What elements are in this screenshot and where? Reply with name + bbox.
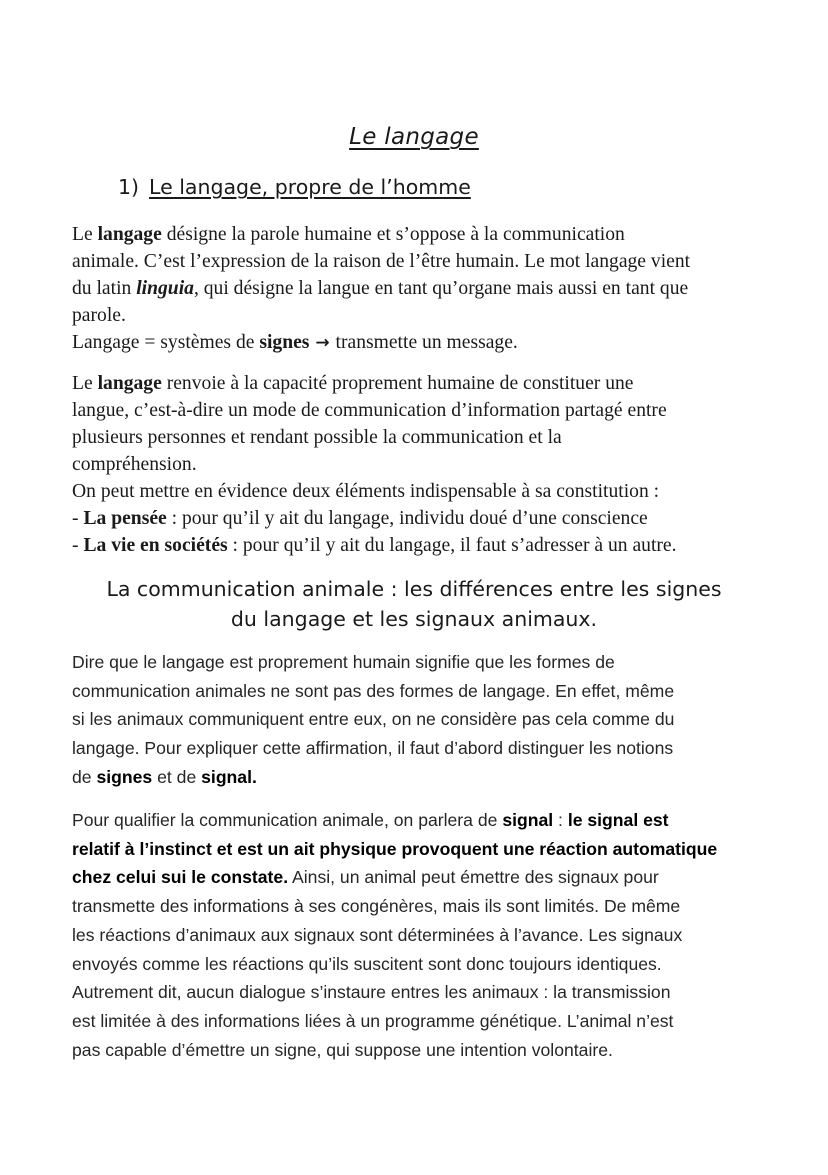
- bold-term-langage: langage: [97, 224, 162, 245]
- text-run: , qui désigne la langue en tant qu’organe mais aussi en tant que: [193, 278, 689, 299]
- text-line: parole.: [72, 305, 126, 326]
- text-run: transmette un message.: [335, 332, 518, 353]
- bold-definition-start: le signal est: [567, 810, 669, 830]
- text-line: transmette des informations à ses congénères, mais ils sont limités. De même: [72, 896, 681, 917]
- section-heading-text: Le langage, propre de l’homme: [149, 175, 471, 199]
- text-line: est limitée à des informations liées à un programme génétique. L’animal n’est: [72, 1010, 674, 1031]
- text-line: les réactions d’animaux aux signaux sont déterminées à l’avance. Les signaux: [72, 924, 683, 945]
- subheading-line: La communication animale : les différences entre les signes: [106, 577, 722, 601]
- text-line: [72, 763, 772, 792]
- list-dash: -: [72, 535, 84, 556]
- text-run: Langage = systèmes de: [72, 332, 260, 353]
- text-run: Ainsi, un animal peut émettre des signaux pour: [288, 867, 659, 888]
- text-run: : pour qu’il y ait du langage, individu doué d’une conscience: [166, 508, 648, 529]
- text-line: communication animales ne sont pas des formes de langage. En effet, même: [72, 680, 675, 701]
- text-line: [72, 835, 772, 864]
- bold-term-signes: signes: [96, 766, 153, 787]
- text-run: Pour qualifier la communication animale, on parlera de: [72, 810, 503, 830]
- text-line: [72, 275, 772, 302]
- text-line: si les animaux communiquent entre eux, on ne considère pas cela comme du: [72, 709, 675, 730]
- text-run: et de: [152, 766, 202, 787]
- text-line: Dire que le langage est proprement humain signifie que les formes de: [72, 652, 615, 672]
- text-line: envoyés comme les réactions qu’ils suscitent sont donc toujours identiques.: [72, 953, 662, 974]
- text-run: désigne la parole humaine et s’oppose à la communication: [161, 224, 625, 245]
- bold-definition: relatif à l’instinct et est un ait physique provoquent une réaction automatique: [72, 838, 718, 859]
- list-item-vie-en-societes: [72, 532, 772, 559]
- subheading-animal-communication: [60, 574, 768, 634]
- bold-term-langage: langage: [97, 373, 162, 394]
- paragraph-definition: [72, 221, 772, 357]
- text-line: On peut mettre en évidence deux éléments indispensable à sa constitution :: [72, 481, 660, 502]
- document-title-text: Le langage: [349, 124, 479, 150]
- bold-term-vie-en-societes: La vie en sociétés: [83, 535, 228, 556]
- bold-italic-term-linguia: linguia: [136, 278, 194, 299]
- text-run: renvoie à la capacité proprement humaine de constituer une: [161, 373, 634, 394]
- text-line: langue, c’est-à-dire un mode de communication d’information partagé entre: [72, 400, 667, 421]
- bold-definition-end: chez celui sui le constate.: [72, 867, 289, 888]
- list-item-pensee: [72, 505, 772, 532]
- subheading-line: du langage et les signaux animaux.: [230, 607, 598, 631]
- text-line: [72, 370, 772, 397]
- paragraph-human-language: [72, 648, 772, 792]
- right-arrow-icon: →: [309, 333, 336, 353]
- list-dash: -: [72, 508, 84, 529]
- bold-term-signes: signes: [259, 332, 310, 353]
- section-heading-1: [118, 175, 471, 199]
- text-run: Le: [72, 373, 98, 394]
- text-line: compréhension.: [72, 454, 197, 475]
- text-run: :: [553, 810, 568, 830]
- text-line: [72, 806, 772, 835]
- text-line: plusieurs personnes et rendant possible la communication et la: [72, 427, 562, 448]
- text-run: de: [72, 766, 97, 787]
- text-run: : pour qu’il y ait du langage, il faut s’adresser à un autre.: [227, 535, 677, 556]
- section-number: 1): [118, 175, 140, 199]
- text-line: animale. C’est l’expression de la raison de l’être humain. Le mot langage vient: [72, 251, 691, 272]
- bold-term-signal: signal.: [201, 766, 257, 787]
- text-line: Autrement dit, aucun dialogue s’instaure entres les animaux : la transmission: [72, 982, 671, 1003]
- document-title: [0, 124, 828, 150]
- text-run: Le: [72, 224, 98, 245]
- text-line: [72, 863, 772, 892]
- paragraph-signal: [72, 806, 772, 1064]
- bold-term-signal: signal: [502, 810, 554, 830]
- text-line: langage. Pour expliquer cette affirmation, il faut d’abord distinguer les notions: [72, 738, 674, 759]
- text-line: [72, 221, 772, 248]
- text-run: du latin: [72, 278, 137, 299]
- bold-term-la-pensee: La pensée: [83, 508, 167, 529]
- text-line: pas capable d’émettre un signe, qui suppose une intention volontaire.: [72, 1039, 613, 1060]
- text-line: [72, 329, 772, 357]
- paragraph-capacity: [72, 370, 772, 559]
